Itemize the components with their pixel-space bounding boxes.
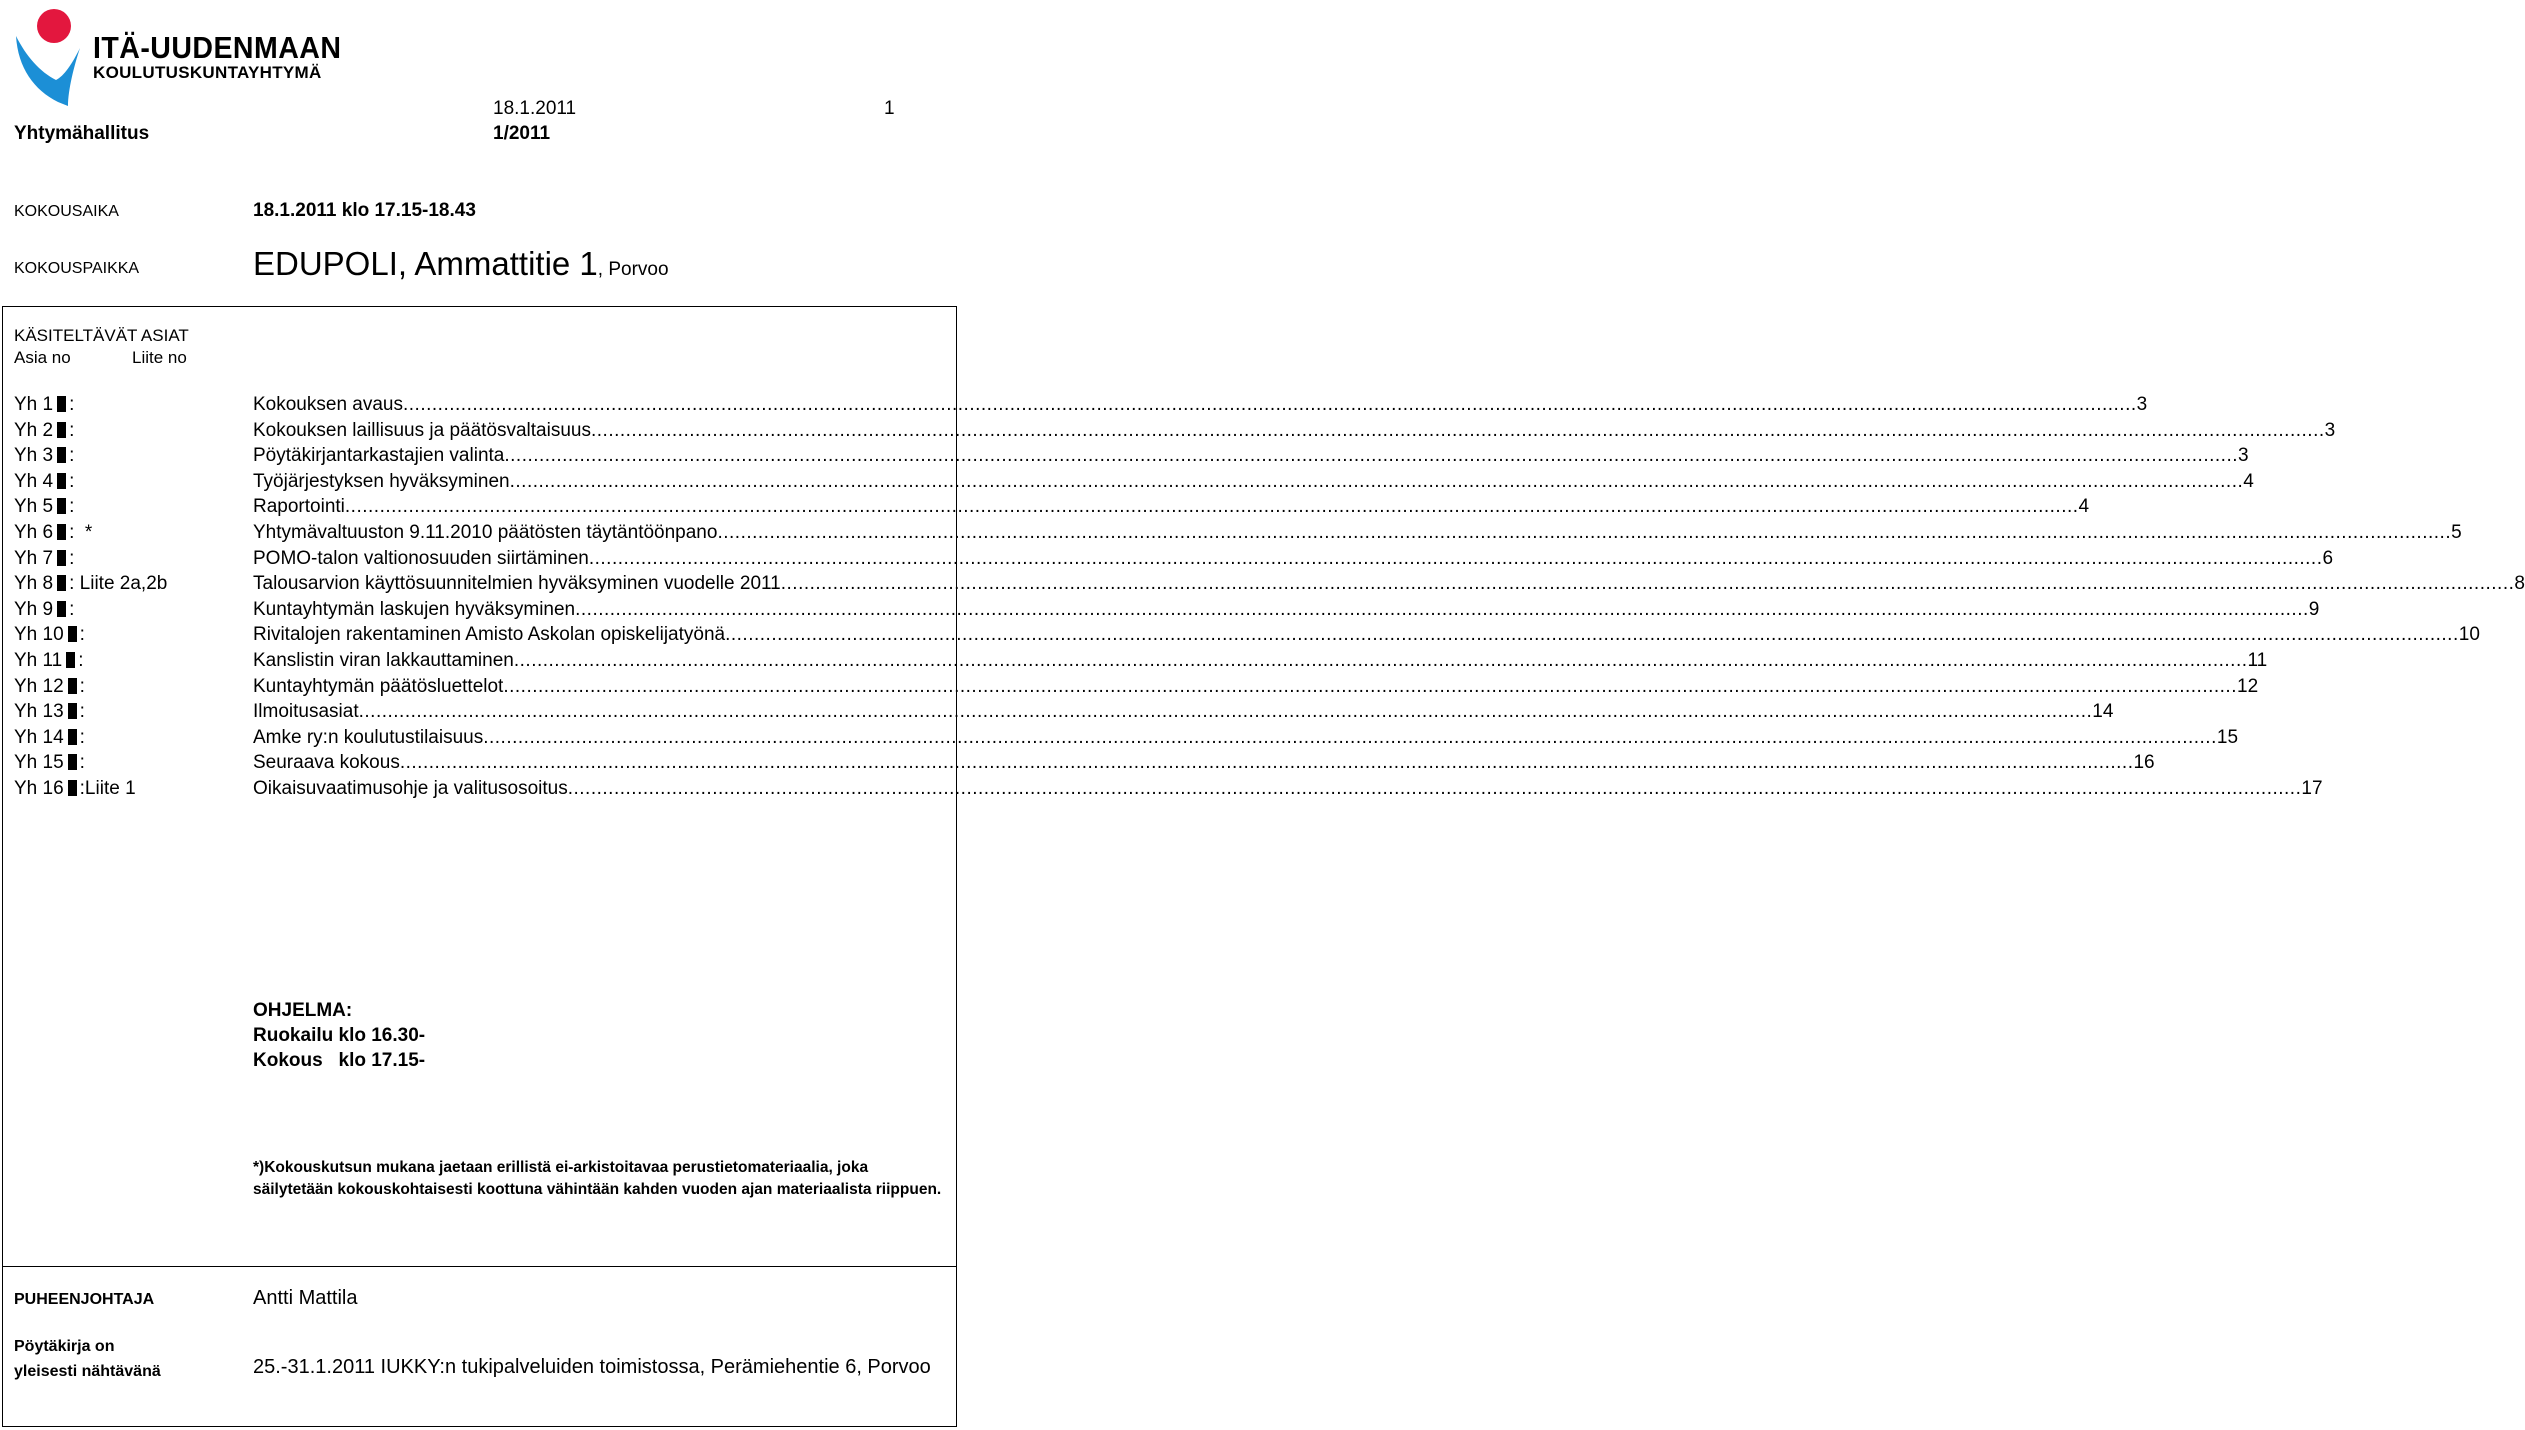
- meeting-time-value: 18.1.2011 klo 17.15-18.43: [253, 200, 476, 221]
- section-sign-icon: [66, 652, 75, 668]
- agenda-item-code: Yh 7: [14, 547, 54, 569]
- agenda-item-attachment: :: [69, 470, 75, 492]
- agenda-item-page: 4: [2078, 496, 2090, 518]
- agenda-item: [14, 469, 2254, 495]
- agenda-item-page: 8: [2514, 573, 2525, 595]
- agenda-item-page: 11: [2247, 650, 2268, 671]
- dot-leader: ............................................................................................................................................................................................................................................................................................................: [567, 778, 2302, 799]
- agenda-item-entry: [253, 520, 2462, 546]
- agenda-col-asia: Asia no: [14, 348, 71, 367]
- meeting-time-label: KOKOUSAIKA: [14, 203, 119, 220]
- agenda-item-code: Yh 11: [14, 650, 63, 671]
- agenda-item-title: Kokouksen laillisuus ja päätösvaltaisuus: [253, 419, 591, 441]
- agenda-item-title: Seuraava kokous: [253, 752, 400, 774]
- program-meeting: Kokous klo 17.15-: [253, 1050, 426, 1071]
- meeting-place-city: , Porvoo: [597, 259, 669, 280]
- organization-body: Yhtymähallitus: [14, 123, 150, 144]
- section-sign-icon: [57, 524, 66, 540]
- meeting-place-address: EDUPOLI, Ammattitie 1: [253, 245, 598, 282]
- agenda-item-title: Kuntayhtymän päätösluettelot: [253, 675, 504, 697]
- agenda-item: [14, 392, 2148, 418]
- agenda-col-liite: Liite no: [132, 348, 187, 367]
- agenda-item: [14, 546, 2334, 572]
- agenda-item-title: Talousarvion käyttösuunnitelmien hyväksyminen vuodelle 2011: [253, 573, 781, 595]
- agenda-item-number: [14, 443, 74, 469]
- agenda-item-code: Yh 15: [14, 752, 64, 774]
- agenda-item-page: 4: [2243, 470, 2254, 492]
- agenda-item-attachment: :: [79, 701, 85, 723]
- agenda-item-number: [14, 725, 85, 751]
- agenda-item-number: [14, 597, 74, 623]
- dot-leader: ............................................................................................................................................................................................................................................................................................................: [403, 394, 2137, 415]
- agenda-item-number: [14, 520, 92, 546]
- agenda-item-title: Kanslistin viran lakkauttaminen: [253, 650, 514, 671]
- agenda-item-number: [14, 674, 85, 700]
- agenda-item: [14, 443, 2249, 469]
- agenda-item-code: Yh 9: [14, 598, 54, 620]
- section-sign-icon: [57, 422, 66, 438]
- agenda-item-page: 6: [2322, 547, 2334, 569]
- agenda-item-attachment: :: [69, 419, 75, 441]
- section-sign-icon: [57, 396, 66, 412]
- agenda-item-entry: [253, 725, 2239, 751]
- agenda-item: [14, 622, 2480, 648]
- agenda-item-attachment: :: [78, 650, 84, 671]
- agenda-item: [14, 520, 2462, 546]
- dot-leader: ............................................................................................................................................................................................................................................................................................................: [780, 573, 2515, 595]
- agenda-item-attachment: :: [79, 624, 85, 646]
- agenda-item-code: Yh 14: [14, 726, 64, 748]
- agenda-item: [14, 648, 2268, 674]
- chair-value: Antti Mattila: [253, 1287, 358, 1309]
- agenda-item-code: Yh 3: [14, 445, 54, 467]
- agenda-item-code: Yh 2: [14, 419, 54, 441]
- publication-label-line2: yleisesti nähtävänä: [14, 1363, 161, 1380]
- agenda-item-code: Yh 13: [14, 701, 64, 723]
- agenda-item-title: Raportointi: [253, 496, 345, 518]
- agenda-item-title: POMO-talon valtionosuuden siirtäminen: [253, 547, 589, 569]
- agenda-item-code: Yh 5: [14, 496, 54, 518]
- dot-leader: ............................................................................................................................................................................................................................................................................................................: [399, 752, 2134, 774]
- section-sign-icon: [57, 473, 66, 489]
- agenda-item: [14, 597, 2320, 623]
- dot-leader: ............................................................................................................................................................................................................................................................................................................: [513, 650, 2248, 671]
- agenda-item-code: Yh 16: [14, 778, 64, 799]
- agenda-heading: KÄSITELTÄVÄT ASIAT: [14, 326, 189, 345]
- section-sign-icon: [57, 575, 66, 591]
- agenda-item-entry: [253, 546, 2334, 572]
- agenda-item-attachment: :: [69, 547, 75, 569]
- section-sign-icon: [57, 447, 66, 463]
- meeting-place-value: [253, 245, 669, 283]
- agenda-item-entry: [253, 750, 2155, 776]
- section-sign-icon: [68, 780, 77, 796]
- agenda-item-page: 15: [2216, 726, 2239, 748]
- agenda-item-title: Oikaisuvaatimusohje ja valitusosoitus: [253, 778, 568, 799]
- agenda-item-attachment: :: [79, 675, 85, 697]
- agenda-item-title: Rivitalojen rakentaminen Amisto Askolan opiskelijatyönä: [253, 624, 726, 646]
- agenda-item-page: 3: [2324, 419, 2336, 441]
- agenda-item-title: Yhtymävaltuuston 9.11.2010 päätösten täytäntöönpano: [253, 522, 718, 543]
- dot-leader: ............................................................................................................................................................................................................................................................................................................: [590, 419, 2325, 441]
- agenda-item-attachment: : *: [69, 522, 93, 543]
- agenda-item-title: Pöytäkirjantarkastajien valinta: [253, 445, 505, 467]
- agenda-item-entry: [253, 494, 2090, 520]
- agenda-item: [14, 776, 2323, 802]
- agenda-item-number: [14, 699, 85, 725]
- dot-leader: ............................................................................................................................................................................................................................................................................................................: [509, 470, 2244, 492]
- agenda-item-number: [14, 750, 85, 776]
- dot-leader: ............................................................................................................................................................................................................................................................................................................: [483, 726, 2217, 748]
- agenda-item-code: Yh 12: [14, 675, 64, 697]
- agenda-item-page: 3: [2238, 445, 2249, 467]
- section-sign-icon: [68, 678, 77, 694]
- agenda-item: [14, 750, 2155, 776]
- agenda-item-page: 16: [2133, 752, 2155, 774]
- logo-subtitle: KOULUTUSKUNTAYHTYMÄ: [93, 63, 322, 82]
- agenda-item-entry: [253, 674, 2259, 700]
- dot-leader: ............................................................................................................................................................................................................................................................................................................: [503, 675, 2237, 697]
- logo-red-dot: [37, 9, 71, 43]
- program-title: OHJELMA:: [253, 1000, 353, 1021]
- agenda-item: [14, 418, 2336, 444]
- section-sign-icon: [68, 754, 77, 770]
- agenda-item-title: Ilmoitusasiat: [253, 701, 359, 723]
- agenda-item-entry: [253, 699, 2114, 725]
- agenda-item-attachment: :: [69, 496, 75, 518]
- logo-blue-swoosh: [16, 36, 80, 106]
- agenda-item-entry: [253, 418, 2336, 444]
- dot-leader: ............................................................................................................................................................................................................................................................................................................: [504, 445, 2239, 467]
- agenda-item-number: [14, 546, 74, 572]
- agenda-item-number: [14, 469, 74, 495]
- dot-leader: ............................................................................................................................................................................................................................................................................................................: [344, 496, 2079, 518]
- agenda-item: [14, 674, 2259, 700]
- section-sign-icon: [68, 729, 77, 745]
- agenda-item-code: Yh 6: [14, 522, 54, 543]
- agenda-item-title: Kuntayhtymän laskujen hyväksyminen: [253, 598, 576, 620]
- agenda-item-number: [14, 494, 74, 520]
- agenda-item-code: Yh 8: [14, 573, 54, 595]
- agenda-item-page: 3: [2136, 394, 2148, 415]
- document-date: 18.1.2011: [493, 98, 577, 119]
- section-sign-icon: [57, 601, 66, 617]
- dot-leader: ............................................................................................................................................................................................................................................................................................................: [358, 701, 2093, 723]
- section-sign-icon: [68, 703, 77, 719]
- agenda-item: [14, 494, 2090, 520]
- logo-title: ITÄ-UUDENMAAN: [93, 30, 342, 65]
- section-sign-icon: [57, 498, 66, 514]
- program-lunch: Ruokailu klo 16.30-: [253, 1025, 426, 1046]
- agenda-item-page: 5: [2451, 522, 2462, 543]
- agenda-item-attachment: :Liite 1: [79, 778, 136, 799]
- agenda-item: [14, 699, 2114, 725]
- agenda-item: [14, 725, 2239, 751]
- meeting-place-label: KOKOUSPAIKKA: [14, 260, 140, 277]
- dot-leader: ............................................................................................................................................................................................................................................................................................................: [575, 598, 2309, 620]
- agenda-item-attachment: :: [69, 394, 75, 415]
- publication-label-line1: Pöytäkirja on: [14, 1338, 115, 1355]
- agenda-item-entry: [253, 469, 2254, 495]
- agenda-item-entry: [253, 776, 2323, 802]
- agenda-item-attachment: :: [79, 726, 85, 748]
- agenda-item-number: [14, 418, 74, 444]
- agenda-item-attachment: :: [79, 752, 85, 774]
- section-sign-icon: [68, 626, 77, 642]
- agenda-item-page: 17: [2301, 778, 2323, 799]
- agenda-item-code: Yh 1: [14, 394, 54, 415]
- agenda-item-entry: [253, 622, 2480, 648]
- agenda-item-attachment: : Liite 2a,2b: [69, 573, 168, 595]
- agenda-item-title: Kokouksen avaus: [253, 394, 403, 415]
- agenda-item-page: 9: [2308, 598, 2320, 620]
- agenda-item-page: 10: [2458, 624, 2480, 646]
- agenda-item: [14, 571, 2525, 597]
- agenda-item-entry: [253, 648, 2268, 674]
- agenda-item-code: Yh 10: [14, 624, 64, 646]
- dot-leader: ............................................................................................................................................................................................................................................................................................................: [588, 547, 2323, 569]
- agenda-item-entry: [253, 392, 2148, 418]
- agenda-item-number: [14, 776, 136, 802]
- material-note: *)Kokouskutsun mukana jaetaan erillistä ei-arkistoitavaa perustietomateriaalia, joka säilytetään kokouskohtaisesti koottuna vähintään kahden vuoden ajan materiaalista riippuen.: [253, 1159, 942, 1198]
- footer-divider: [2, 1266, 957, 1267]
- agenda-item-number: [14, 648, 84, 674]
- program-block: [253, 998, 425, 1073]
- agenda-item-entry: [253, 571, 2525, 597]
- agenda-item-number: [14, 571, 167, 597]
- agenda-item-attachment: :: [69, 445, 75, 467]
- agenda-item-number: [14, 622, 85, 648]
- agenda-item-number: [14, 392, 74, 418]
- agenda-item-code: Yh 4: [14, 470, 54, 492]
- publication-value: 25.-31.1.2011 IUKKY:n tukipalveluiden toimistossa, Perämiehentie 6, Porvoo: [253, 1356, 931, 1378]
- publication-label: [14, 1334, 161, 1384]
- chair-label: PUHEENJOHTAJA: [14, 1291, 155, 1308]
- dot-leader: ............................................................................................................................................................................................................................................................................................................: [717, 522, 2452, 543]
- agenda-item-entry: [253, 443, 2249, 469]
- agenda-item-attachment: :: [69, 598, 75, 620]
- agenda-item-page: 14: [2092, 701, 2114, 723]
- section-sign-icon: [57, 550, 66, 566]
- dot-leader: ............................................................................................................................................................................................................................................................................................................: [725, 624, 2459, 646]
- page-number: 1: [884, 98, 895, 119]
- agenda-item-entry: [253, 597, 2320, 623]
- agenda-item-title: Työjärjestyksen hyväksyminen: [253, 470, 510, 492]
- meeting-number: 1/2011: [493, 123, 551, 144]
- frame-bottom: [2, 1426, 957, 1427]
- agenda-item-page: 12: [2237, 675, 2259, 697]
- agenda-item-title: Amke ry:n koulutustilaisuus: [253, 726, 484, 748]
